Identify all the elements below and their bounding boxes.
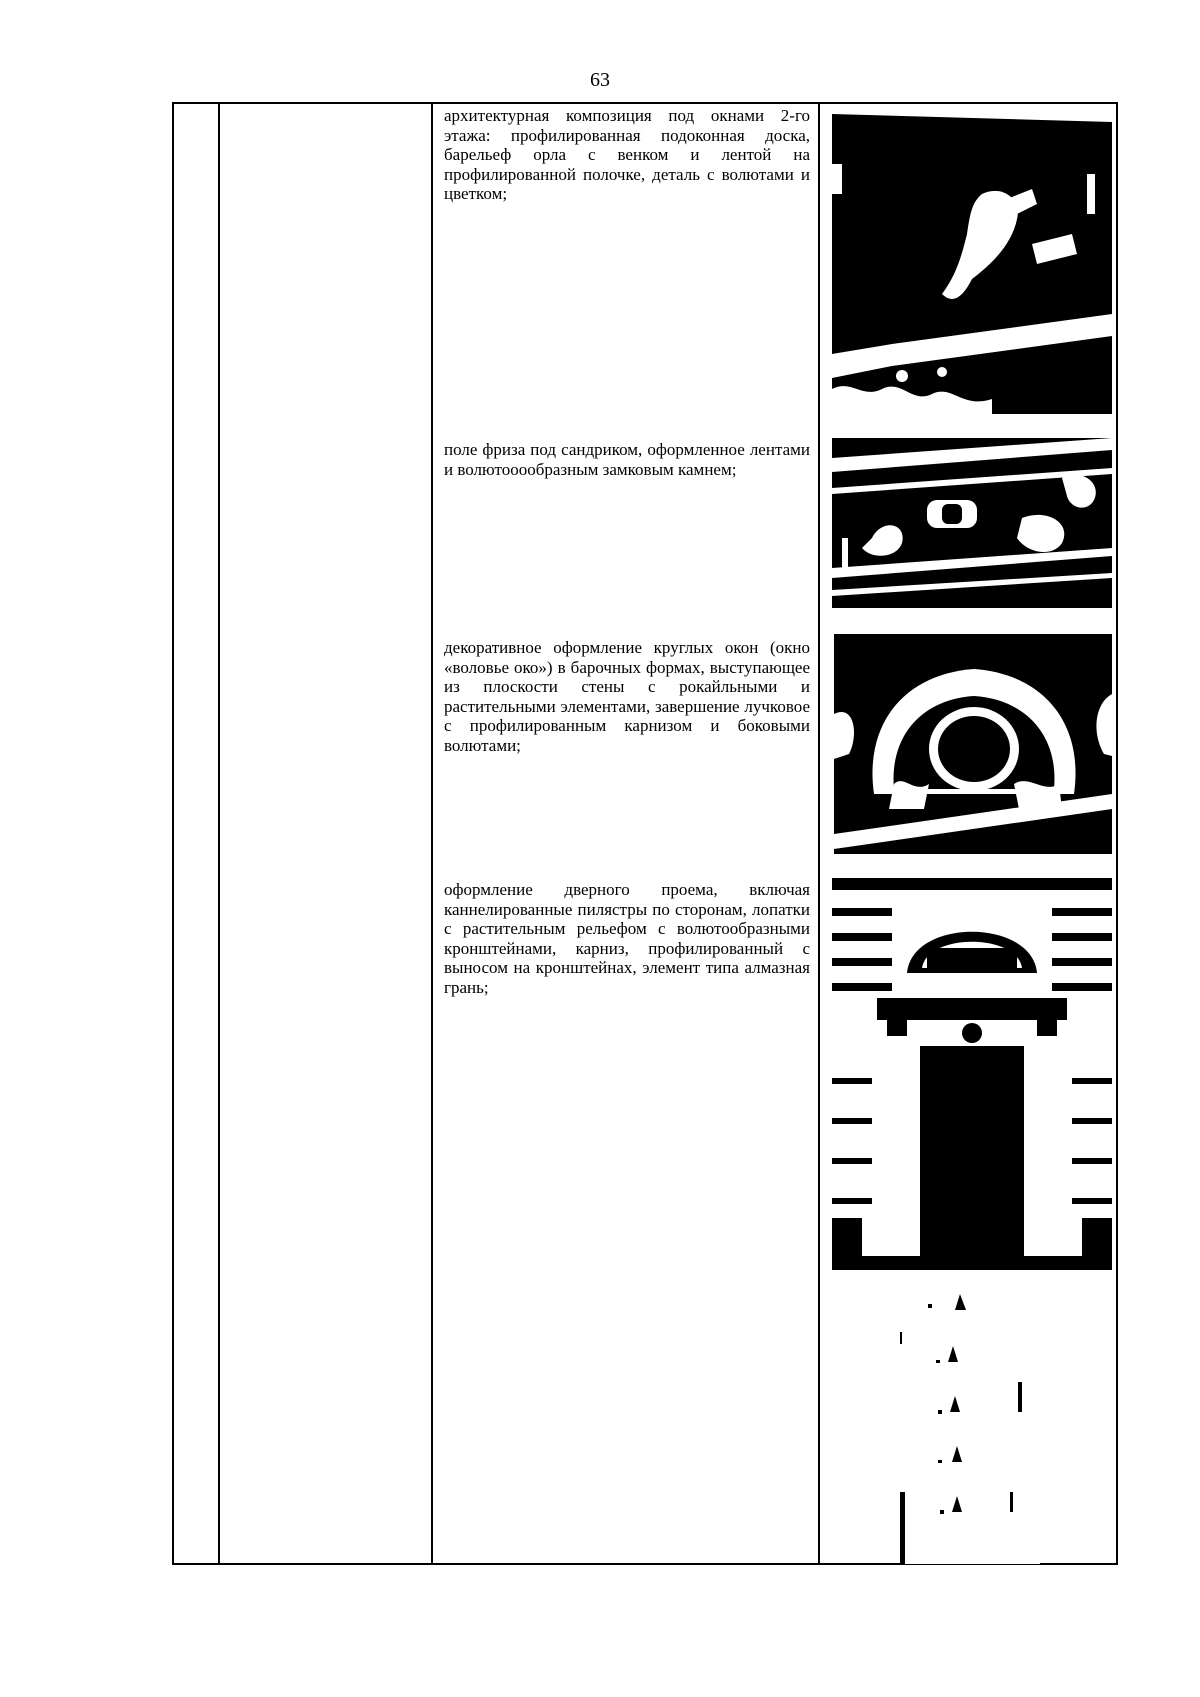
column-divider-3 — [818, 104, 820, 1563]
eagle-bas-relief-photo — [832, 104, 1112, 414]
column-divider-2 — [431, 104, 433, 1563]
diamond-rustication-photo — [900, 1292, 1040, 1564]
doorway-photo — [832, 878, 1112, 1270]
feature-description-4: оформление дверного проема, включая каннелированные пилястры по сторонам, лопатки с растительным рельефом с волютообразными кронштейнами, карниз, профилированный с выносом на кронштейнах, элемент типа алмазная грань; — [444, 880, 810, 997]
feature-description-2: поле фриза под сандриком, оформленное лентами и волютооообразным замковым камнем; — [444, 440, 810, 479]
frieze-photo — [832, 438, 1112, 608]
column-divider-1 — [218, 104, 220, 1563]
page-number: 63 — [590, 69, 610, 91]
monument-features-table — [172, 102, 1118, 1565]
feature-description-3: декоративное оформление круглых окон (окно «воловье око») в барочных формах, выступающее из плоскости стены с рокайльными и растительными элементами, завершение лучковое с профилированным карнизом и боковыми волютами; — [444, 638, 810, 755]
oxeye-window-photo — [834, 634, 1112, 854]
feature-description-1: архитектурная композиция под окнами 2-го этажа: профилированная подоконная доска, барельеф орла с венком и лентой на профилированной полочке, деталь с волютами и цветком; — [444, 106, 810, 203]
